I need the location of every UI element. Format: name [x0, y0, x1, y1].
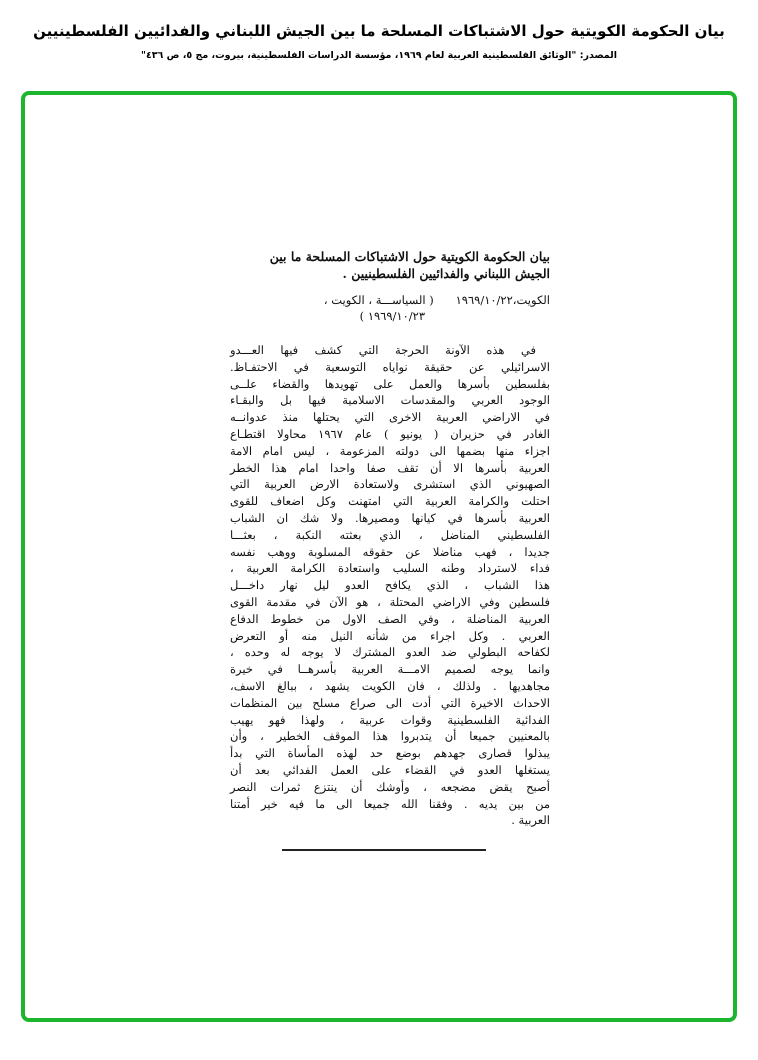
body-line: اجزاء منها بضمها الى دولته المزعومة ، ليس امام الامة — [230, 443, 550, 458]
body-line: الفدائية الفلسطينية وقوات عربية ، ولهذا فهو يهيب — [230, 712, 550, 727]
end-separator-line — [282, 849, 486, 851]
body-line: بالمعنيين جميعا أن يتدبروا هذا الموقف الخطير ، وأن — [230, 729, 550, 744]
body-line: العربية المناضلة ، وفي الصف الاول من خطوط الدفاع — [230, 611, 550, 626]
document-dateline — [230, 292, 550, 324]
body-line: بفلسطين بأسرها والعمل على تهويدها والقضاء علــى — [230, 376, 550, 391]
scanned-document — [230, 248, 550, 829]
body-line: الاحداث الاخيرة التي أدت الى صراع مسلح بين المنظمات — [230, 695, 550, 710]
body-line: فلسطين وفي الاراضي المحتلة ، هو الآن في مقدمة القوى — [230, 594, 550, 609]
body-line: جديدا ، فهب مناضلا عن حقوقه المسلوبة ووهب نفسه — [230, 544, 550, 559]
body-line: الاسرائيلي عن حقيقة نواياه التوسعية في الاحتفـاظ. — [230, 359, 550, 374]
body-line: في الاراضي العربية الاخرى التي يحتلها منذ عدوانــه — [230, 410, 550, 425]
body-line: الصهيوني الذي استشرى ولاستعادة الارض العربية التي — [230, 477, 550, 492]
body-line: العربية بأسرها الا أن تقف صفا واحدا امام هذا الخطر — [230, 460, 550, 475]
body-line: العربي . وكل اجراء من شأنه النيل منه أو التعرض — [230, 628, 550, 643]
body-line: لكفاحه البطولي ضد العدو المشترك لا يوجه له وحده ، — [230, 645, 550, 660]
document-body — [230, 342, 550, 829]
body-line: مجاهديها . ولذلك ، فان الكويت يشهد ، ببالغ الاسف، — [230, 678, 550, 693]
document-heading — [230, 248, 550, 282]
body-line: يبذلوا قصارى جهدهم بوضع حد لهذه المأساة التي بدأ — [230, 746, 550, 761]
body-line: يستغلها العدو في القضاء على العمل الفدائي بعد أن — [230, 762, 550, 777]
body-line: في هذه الآونة الحرجة التي كشف فيها العـــدو — [230, 343, 536, 357]
body-line: أصبح يقض مضجعه ، وأوشك أن ينتزع ثمرات النصر — [230, 779, 550, 794]
page-title: بيان الحكومة الكويتية حول الاشتباكات المسلحة ما بين الجيش اللبناني والفدائيين الفلسطينيين — [33, 22, 725, 40]
dateline-line: الكويت،١٩٦٩/١٠/٢٢ ( السياســـة ، الكويت ، — [323, 293, 550, 307]
body-line: هذا الشباب ، الذي يكافح العدو ليل نهار داخـــل — [230, 578, 550, 593]
body-line: الوجود العربي والمقدسات الاسلامية فيها بل والبقـاء — [230, 393, 550, 408]
heading-line: بيان الحكومة الكويتية حول الاشتباكات المسلحة ما بين — [269, 249, 550, 264]
body-line: فداء لاسترداد وطنه السليب واستعادة الكرامة العربية ، — [230, 561, 550, 576]
body-line: من بين يديه . وفقنا الله جميعا الى ما فيه خير أمتنا — [230, 796, 550, 811]
body-line: الفلسطيني المناضل ، الذي بعثته النكبة ، بعثـــا — [230, 527, 550, 542]
source-citation: المصدر: "الوثائق الفلسطينية العربية لعام ١٩٦٩، مؤسسة الدراسات الفلسطينية، بيروت، مج ٥، ص ٤٣٦" — [140, 50, 618, 61]
body-line: الغادر في حزيران ( يونيو ) عام ١٩٦٧ محاولا اقتطـاع — [230, 426, 550, 441]
dateline-line: ١٩٦٩/١٠/٢٣ ) — [359, 309, 425, 323]
body-line: احتلت والكرامة العربية التي امتهنت وكل اضعاف للقوى — [230, 494, 550, 509]
body-line: العربية . — [511, 813, 550, 828]
body-line: العربية بأسرها في كيانها ومصيرها. ولا شك ان الشباب — [230, 510, 550, 525]
heading-line: الجيش اللبناني والفدائيين الفلسطينيين . — [342, 266, 550, 281]
body-line: وانما يوجه لصميم الامـــة العربية بأسرهــا في خيرة — [230, 662, 550, 677]
